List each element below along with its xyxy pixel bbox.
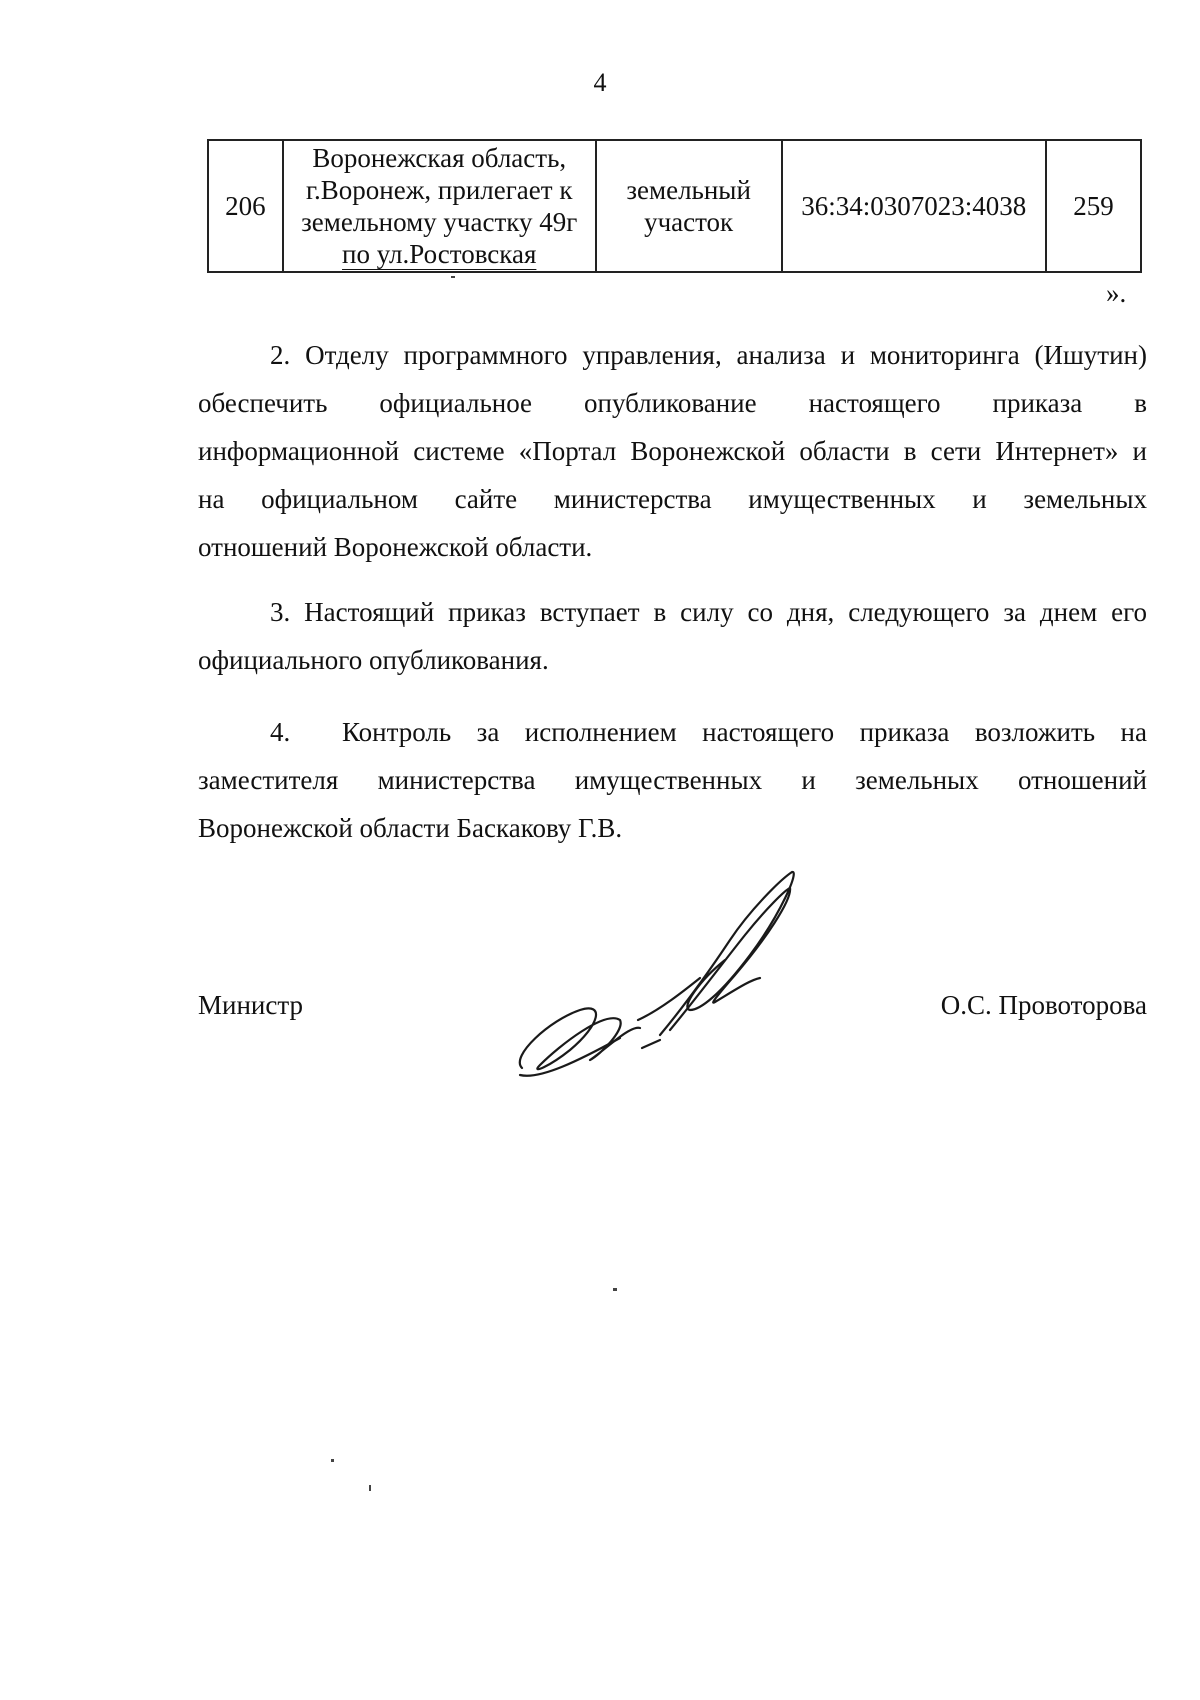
cadastral-number-cell: 36:34:0307023:4038 bbox=[782, 140, 1047, 272]
paragraph-line: обеспечить официальное опубликование настоящего приказа в bbox=[198, 388, 1147, 418]
scan-speck bbox=[369, 1485, 371, 1491]
paragraph-first-line bbox=[198, 708, 1147, 756]
address-line: г.Воронеж, прилегает к bbox=[306, 175, 573, 205]
closing-quote: ». bbox=[1106, 278, 1127, 308]
signatory-title: Министр bbox=[198, 990, 303, 1020]
value-cell: 259 bbox=[1046, 140, 1141, 272]
row-number-cell: 206 bbox=[208, 140, 283, 272]
paragraph-2 bbox=[198, 331, 1147, 571]
handwritten-signature bbox=[510, 860, 830, 1090]
paragraph-line: Контроль за исполнением настоящего приказа возложить на bbox=[342, 717, 1147, 747]
object-type-cell bbox=[596, 140, 782, 272]
paragraph-4 bbox=[198, 708, 1147, 852]
address-line: Воронежская область, bbox=[312, 143, 567, 173]
paragraph-line: 3. Настоящий приказ вступает в силу со дня, следующего за днем его bbox=[270, 597, 1147, 627]
address-cell bbox=[283, 140, 596, 272]
paragraph-line: отношений Воронежской области. bbox=[198, 532, 593, 562]
table-row bbox=[208, 140, 1141, 272]
address-line: земельному участку 49г bbox=[301, 207, 578, 237]
paragraph-line: Воронежской области Баскакову Г.В. bbox=[198, 813, 623, 843]
paragraph-3 bbox=[198, 588, 1147, 684]
paragraph-line: информационной системе «Портал Воронежской области в сети Интернет» и bbox=[198, 436, 1147, 466]
address-line: по ул.Ростовская bbox=[342, 239, 537, 269]
paragraph-number: 4. bbox=[270, 717, 291, 747]
registry-table bbox=[207, 139, 1142, 273]
object-type-line: земельный bbox=[626, 175, 751, 205]
scan-speck bbox=[451, 276, 455, 278]
paragraph-line: 2. Отделу программного управления, анализа и мониторинга (Ишутин) bbox=[270, 340, 1147, 370]
page-number: 4 bbox=[593, 68, 607, 97]
paragraph-line: официального опубликования. bbox=[198, 645, 549, 675]
paragraph-line: на официальном сайте министерства имущественных и земельных bbox=[198, 484, 1147, 514]
scan-speck bbox=[331, 1459, 334, 1462]
signatory-name: О.С. Провоторова bbox=[940, 990, 1147, 1020]
object-type-line: участок bbox=[644, 207, 734, 237]
scan-speck bbox=[613, 1288, 617, 1291]
paragraph-line: заместителя министерства имущественных и земельных отношений bbox=[198, 765, 1147, 795]
